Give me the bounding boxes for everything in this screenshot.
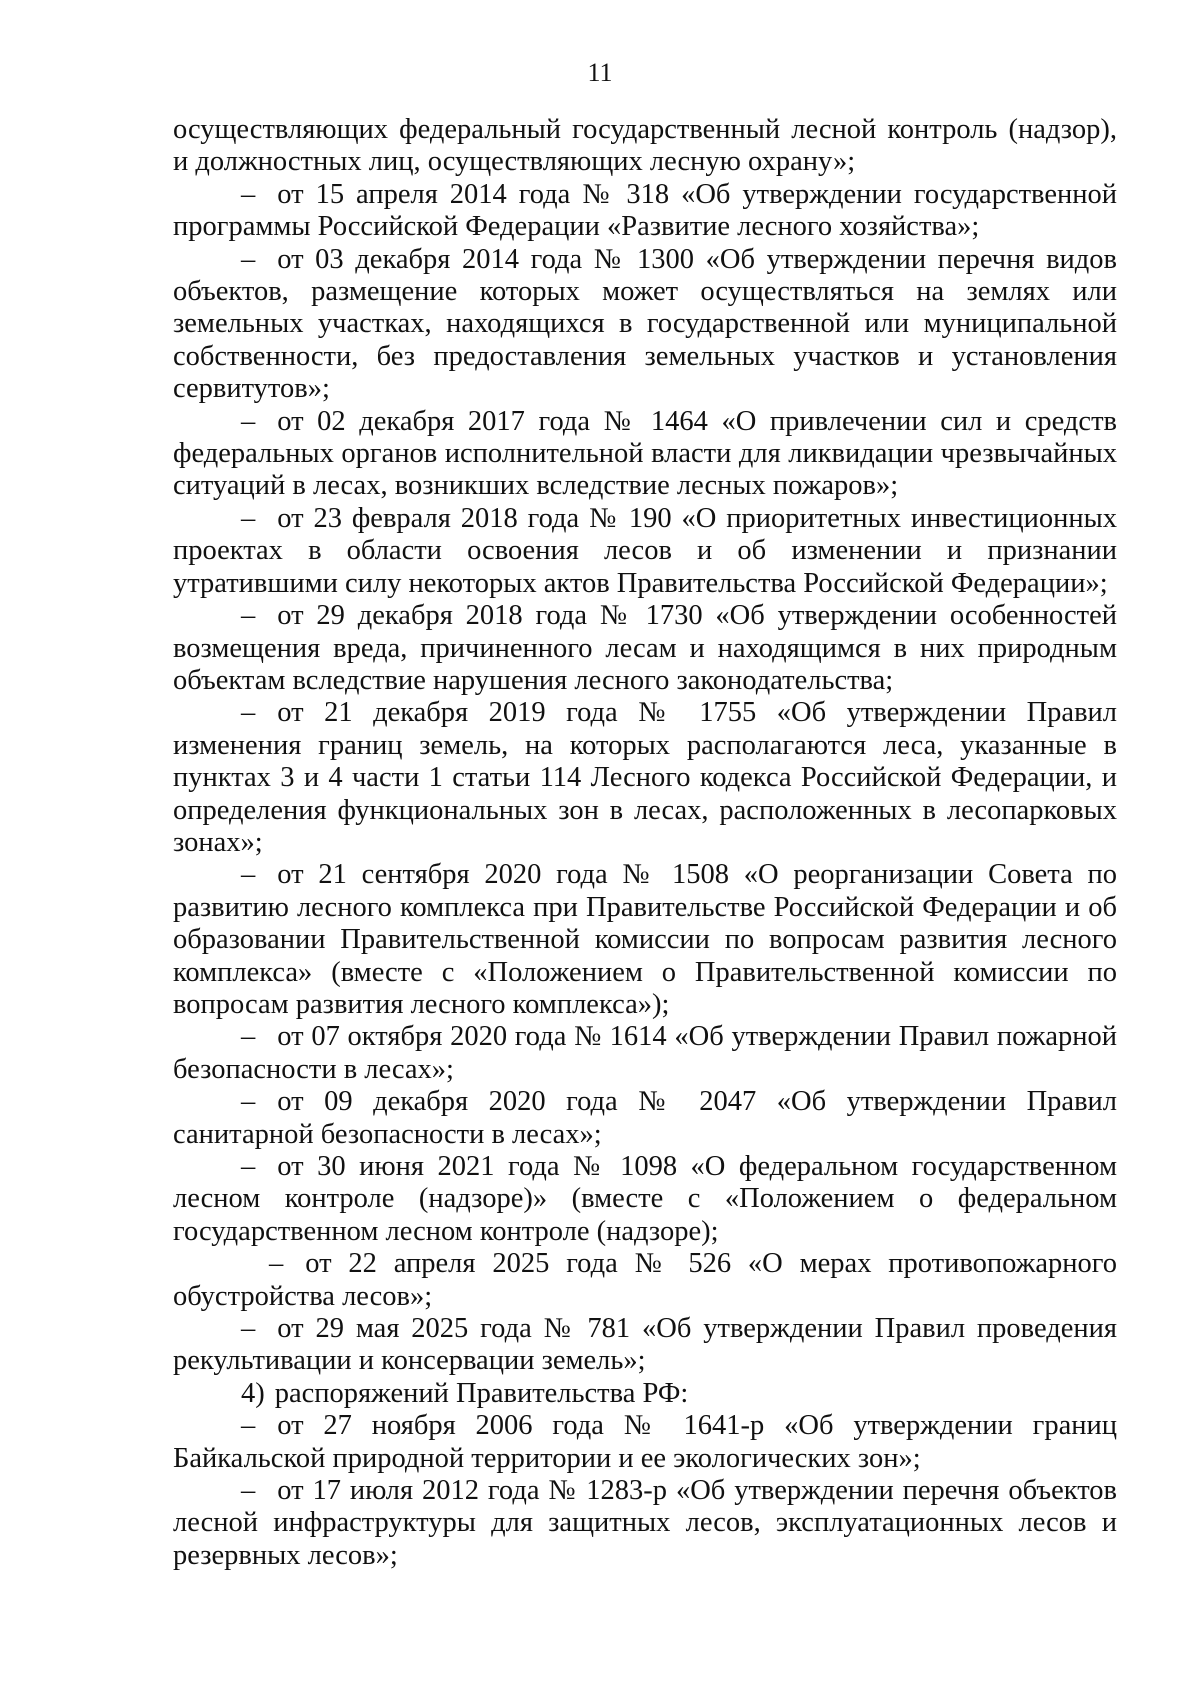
list-item-text: от 17 июля 2012 года № 1283-р «Об утверждении перечня объектов лесной инфраструктуры для защитных лесов, эксплуатационных лесов и резервных лесов»; (173, 1475, 1117, 1571)
dash-marker: – (241, 859, 256, 891)
list-item (173, 244, 1117, 406)
list-item (173, 503, 1117, 600)
dash-marker: – (241, 405, 256, 437)
dash-marker: – (241, 1021, 256, 1053)
list-item-text: от 29 мая 2025 года № 781 «Об утверждении Правил проведения рекультивации и консервации земель»; (173, 1313, 1117, 1377)
list-item (173, 1151, 1117, 1248)
dash-marker: – (269, 1248, 284, 1280)
dash-marker: – (241, 178, 256, 210)
dash-marker: – (241, 502, 256, 534)
dash-marker: – (241, 243, 256, 275)
dash-marker: – (241, 600, 256, 632)
list-item (173, 1410, 1117, 1475)
list-item (173, 1313, 1117, 1378)
list-item (173, 179, 1117, 244)
list-item (173, 1086, 1117, 1151)
list-item-text: от 03 декабря 2014 года № 1300 «Об утверждении перечня видов объектов, размещение которых может осуществляться на землях или земельных участках, находящихся в государственной или муниципальной собственности, без предоставления земельных участков и установления сервитутов»; (173, 243, 1117, 405)
list-item (173, 1021, 1117, 1086)
dash-marker: – (241, 1475, 256, 1507)
order-list (173, 1410, 1117, 1572)
list-item-text: от 09 декабря 2020 года № 2047 «Об утверждении Правил санитарной безопасности в лесах»; (173, 1086, 1117, 1150)
continuation-paragraph: осуществляющих федеральный государственный лесной контроль (надзор), и должностных лиц, осуществляющих лесную охрану»; (173, 114, 1117, 178)
list-item (173, 859, 1117, 1021)
list-item (173, 1475, 1117, 1572)
list-item-text: от 27 ноября 2006 года № 1641-р «Об утверждении границ Байкальской природной территории и ее экологических зон»; (173, 1410, 1117, 1474)
list-item (173, 697, 1117, 859)
dash-marker: – (241, 697, 256, 729)
list-item (173, 406, 1117, 503)
dash-marker: – (241, 1151, 256, 1182)
section-title: распоряжений Правительства РФ: (274, 1377, 689, 1409)
list-item-text: от 21 сентября 2020 года № 1508 «О реорганизации Совета по развитию лесного комплекса при Правительстве Российской Федерации и об образовании Правительственной комиссии по вопросам развития лесного комплекса» (вместе с «Положением о Правительственной комиссии по вопросам развития лесного комплекса»); (173, 859, 1117, 1020)
list-item-text: от 07 октября 2020 года № 1614 «Об утверждении Правил пожарной безопасности в лесах»; (173, 1021, 1117, 1085)
section-number: 4) (241, 1377, 265, 1409)
list-item-text: от 15 апреля 2014 года № 318 «Об утверждении государственной программы Российской Федерации «Развитие лесного хозяйства»; (173, 178, 1117, 243)
dash-marker: – (241, 1313, 256, 1345)
list-item-text: от 02 декабря 2017 года № 1464 «О привлечении сил и средств федеральных органов исполнительной власти для ликвидации чрезвычайных ситуаций в лесах, возникших вследствие лесных пожаров»; (173, 405, 1117, 502)
list-item-text: от 29 декабря 2018 года № 1730 «Об утверждении особенностей возмещения вреда, причиненного лесам и находящимся в них природным объектам вследствие нарушения лесного законодательства; (173, 600, 1117, 696)
document-body (173, 114, 1117, 1572)
section-heading (173, 1378, 1117, 1410)
list-item-text: от 30 июня 2021 года № 1098 «О федеральном государственном лесном контроле (надзоре)» (вместе с «Положением о федеральном государственном лесном контроле (надзоре); (173, 1151, 1117, 1247)
list-item-text: от 22 апреля 2025 года № 526 «О мерах противопожарного обустройства лесов»; (173, 1248, 1117, 1312)
dash-marker: – (241, 1086, 256, 1118)
list-item-text: от 23 февраля 2018 года № 190 «О приоритетных инвестиционных проектах в области освоения лесов и об изменении и признании утратившими силу некоторых актов Правительства Российской Федерации»; (173, 502, 1117, 599)
list-item (173, 1248, 1117, 1313)
list-item (173, 600, 1117, 697)
dash-marker: – (241, 1410, 256, 1442)
resolution-list (173, 179, 1117, 1248)
list-item-text: от 21 декабря 2019 года № 1755 «Об утверждении Правил изменения границ земель, на которых располагаются леса, указанные в пунктах 3 и 4 части 1 статьи 114 Лесного кодекса Российской Федерации, и определения функциональных зон в лесах, расположенных в лесопарковых зонах»; (173, 697, 1117, 858)
page-number: 11 (587, 58, 613, 87)
